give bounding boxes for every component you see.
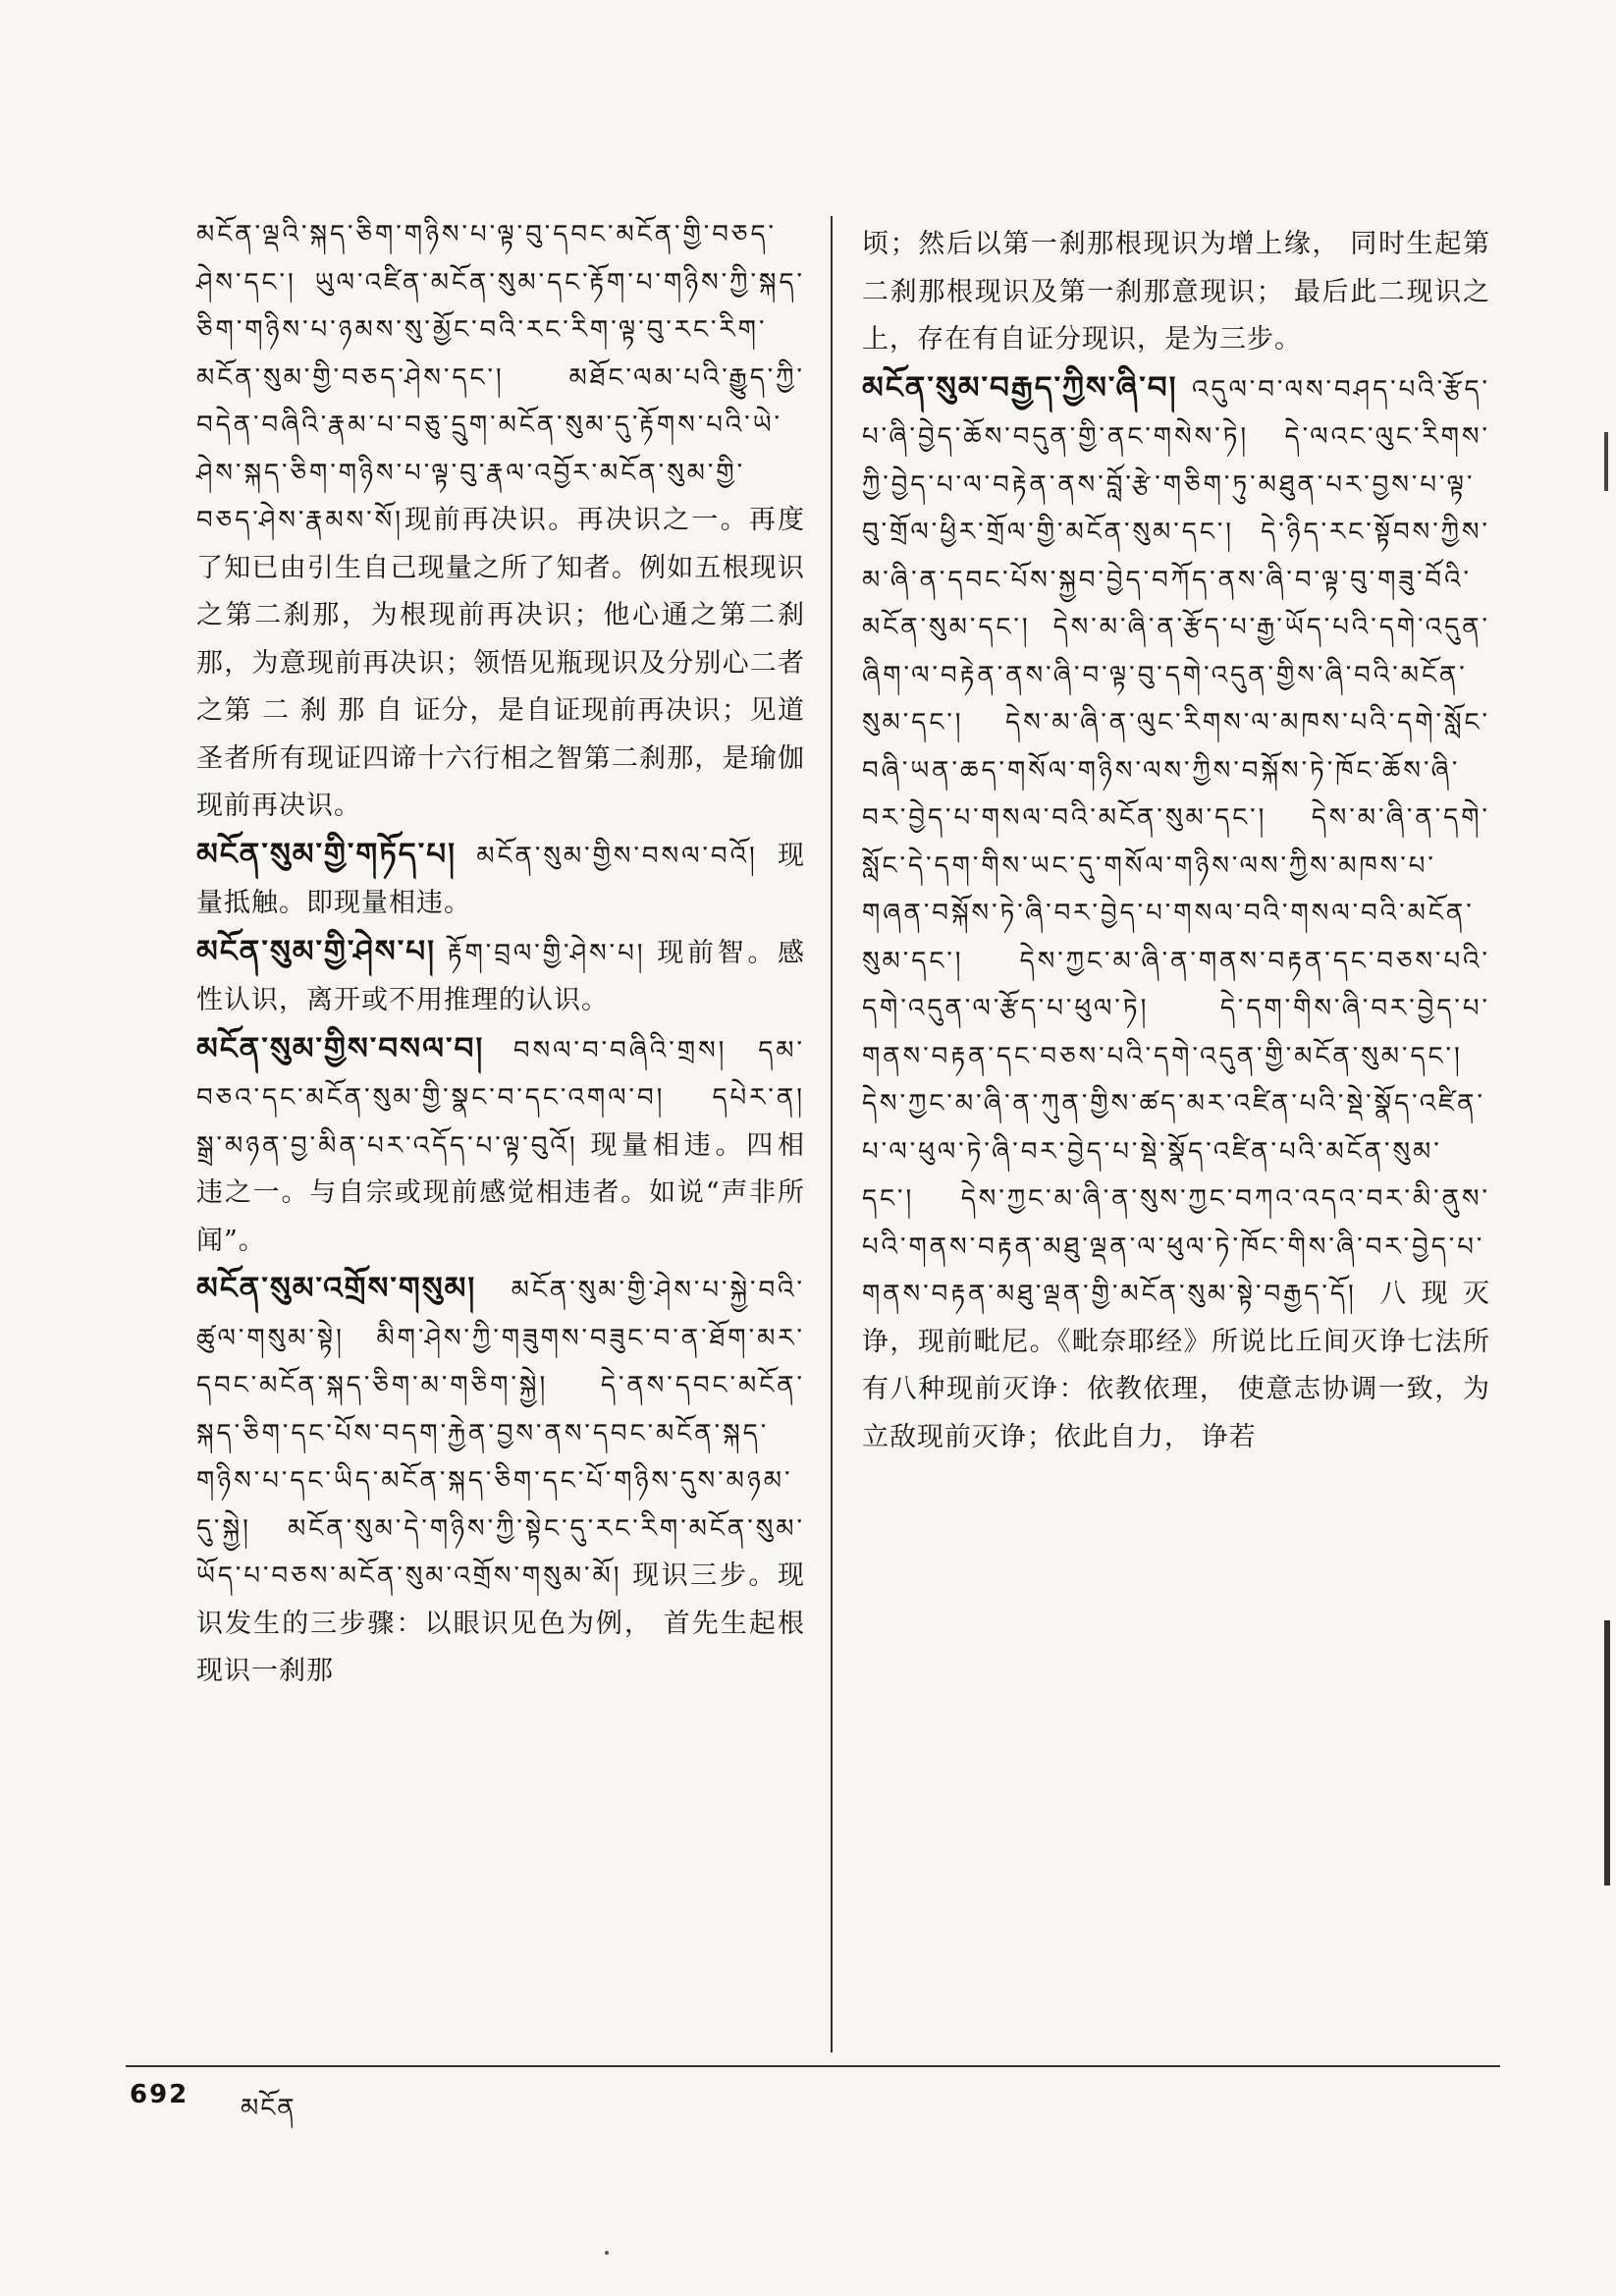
entry-headword: མངོན་སུམ་འགྲོས་གསུམ། <box>196 1271 477 1306</box>
entry-text <box>196 211 805 831</box>
chinese-definition: 现前智。感性认识，离开或不用推理的认识。 <box>196 937 805 1015</box>
tibetan-definition: མངོན་སུམ་གྱིས་བསལ་བའོ། <box>476 841 758 871</box>
scan-dot <box>605 2251 609 2255</box>
footer-rule <box>126 2065 1500 2067</box>
tibetan-definition: བསལ་བ་བཞིའི་གྲས། དམ་བཅའ་དང་མངོན་སུམ་གྱི་སྣང་བ་དང་འགལ་བ། དཔེར་ན། སྒྲ་མཉན་བྱ་མིན་པར་འདོད་པ་ལྟ་བུའོ། <box>196 1035 805 1161</box>
column-divider <box>831 216 833 2052</box>
entry-headword: མངོན་སུམ་བརྒྱད་ཀྱིས་ཞི་བ། <box>862 369 1178 406</box>
chinese-definition: 现量抵触。即现量相违。 <box>196 840 805 918</box>
tibetan-text: མངོན་ལྡའི་སྐད་ཅིག་གཉིས་པ་ལྟ་བུ་དབང་མངོན་གྱི་བཅད་ཤེས་དང་། ཡུལ་འཛིན་མངོན་སུམ་དང་རྟོག་པ་གཉིས་ཀྱི་སྐད་ཅིག་གཉིས་པ་ཉམས་སུ་མྱོང་བའི་རང་རིག་ལྟ་བུ་རང་རིག་མངོན་སུམ་གྱི་བཅད་ཤེས་དང་། མཐོང་ལམ་པའི་རྒྱུད་ཀྱི་བདེན་བཞིའི་རྣམ་པ་བཅུ་དྲུག་མངོན་སུམ་དུ་རྟོགས་པའི་ཡེ་ཤེས་སྐད་ཅིག་གཉིས་པ་ལྟ་བུ་རྣལ་འབྱོར་མངོན་སུམ་གྱི་བཅད་ཤེས་རྣམས་སོ། <box>196 220 805 535</box>
tibetan-definition: རྟོག་བྲལ་གྱི་ཤེས་པ། <box>447 938 646 968</box>
right-column <box>862 221 1490 1461</box>
left-column <box>196 211 805 1696</box>
entry-headword: མངོན་སུམ་གྱིས་བསལ་བ། <box>196 1030 485 1066</box>
tibetan-definition: མངོན་སུམ་གྱི་ཤེས་པ་སྐྱེ་བའི་ཚུལ་གསུམ་སྟེ། མིག་ཤེས་ཀྱི་གཟུགས་བཟུང་བ་ན་ཐོག་མར་དབང་མངོན་སྐད་ཅིག་མ་གཅིག་སྐྱེ། དེ་ནས་དབང་མངོན་སྐད་ཅིག་དང་པོས་བདག་རྐྱེན་བྱས་ནས་དབང་མངོན་སྐད་གཉིས་པ་དང་ཡིད་མངོན་སྐད་ཅིག་དང་པོ་གཉིས་དུས་མཉམ་དུ་སྐྱེ། མངོན་སུམ་དེ་གཉིས་ཀྱི་སྟེང་དུ་རང་རིག་མངོན་སུམ་ཡོད་པ་བཅས་མངོན་སུམ་འགྲོས་གསུམ་མོ། <box>196 1276 805 1591</box>
entry-headword: མངོན་སུམ་གྱི་ཤེས་པ། <box>196 933 436 969</box>
chinese-definition: 现量相违。四相违之一。与自宗或现前感觉相违者。如说“声非所闻”。 <box>196 1129 805 1256</box>
chinese-definition: 八现灭诤，现前毗尼。《毗奈耶经》所说比丘间灭诤七法所有八种现前灭诤：依教依理， 使意志协调一致，为立敌现前灭诤；依此自力， 诤若 <box>862 1279 1490 1452</box>
chinese-definition: 现识三步。现识发生的三步骤：以眼识见色为例， 首先生起根现识一刹那 <box>196 1560 805 1686</box>
entry-headword: མངོན་སུམ་གྱི་གཏོད་པ། <box>196 836 458 872</box>
entry-text <box>862 221 1490 364</box>
page-number: 692 <box>130 2080 189 2109</box>
scan-edge-mark <box>1604 432 1608 491</box>
dictionary-entry <box>196 928 805 1025</box>
chinese-text: 顷；然后以第一刹那根现识为增上缘， 同时生起第二刹那根现识及第一刹那意现识； 最后此二现识之上，存在有自证分现识，是为三步。 <box>862 229 1490 355</box>
dictionary-entry <box>196 1025 805 1266</box>
dictionary-entry <box>862 364 1490 1462</box>
tibetan-definition: འདུལ་བ་ལས་བཤད་པའི་རྩོད་པ་ཞི་བྱེད་ཆོས་བདུན་གྱི་ནང་གསེས་ཏེ། དེ་ལའང་ལུང་རིགས་ཀྱི་བྱེད་པ་ལ་བརྟེན་ནས་བློ་རྩེ་གཅིག་ཏུ་མཐུན་པར་བྱས་པ་ལྟ་བུ་གྲོལ་ཕྱིར་གྲོལ་གྱི་མངོན་སུམ་དང་། དེ་ཉིད་རང་སྟོབས་ཀྱིས་མ་ཞི་ན་དབང་པོས་སྐྱབ་བྱེད་བཀོད་ནས་ཞི་བ་ལྟ་བུ་གཟུ་བོའི་མངོན་སུམ་དང་། དེས་མ་ཞི་ན་རྩོད་པ་རྒྱ་ཡོད་པའི་དགེ་འདུན་ཞིག་ལ་བརྟེན་ནས་ཞི་བ་ལྟ་བུ་དགེ་འདུན་གྱིས་ཞི་བའི་མངོན་སུམ་དང་། དེས་མ་ཞི་ན་ལུང་རིགས་ལ་མཁས་པའི་དགེ་སློང་བཞི་ཡན་ཆད་གསོལ་གཉིས་ལས་ཀྱིས་བསྐོས་ཏེ་ཁོང་ཆོས་ཞི་བར་བྱེད་པ་གསལ་བའི་མངོན་སུམ་དང་། དེས་མ་ཞི་ན་དགེ་སློང་དེ་དག་གིས་ཡང་དུ་གསོལ་གཉིས་ལས་ཀྱིས་མཁས་པ་གཞན་བསྐོས་ཏེ་ཞི་བར་བྱེད་པ་གསལ་བའི་གསལ་བའི་མངོན་སུམ་དང་། དེས་ཀྱང་མ་ཞི་ན་གནས་བརྟན་དང་བཅས་པའི་དགེ་འདུན་ལ་རྩོད་པ་ཕུལ་ཏེ། དེ་དག་གིས་ཞི་བར་བྱེད་པ་གནས་བརྟན་དང་བཅས་པའི་དགེ་འདུན་གྱི་མངོན་སུམ་དང་། དེས་ཀྱང་མ་ཞི་ན་ཀུན་གྱིས་ཚད་མར་འཛིན་པའི་སྡེ་སྣོད་འཛིན་པ་ལ་ཕུལ་ཏེ་ཞི་བར་བྱེད་པ་སྡེ་སྣོད་འཛིན་པའི་མངོན་སུམ་དང་། དེས་ཀྱང་མ་ཞི་ན་སུས་ཀྱང་བཀའ་འདའ་བར་མི་ནུས་པའི་གནས་བརྟན་མཐུ་ལྡན་ལ་ཕུལ་ཏེ་ཁོང་གིས་ཞི་བར་བྱེད་པ་གནས་བརྟན་མཐུ་ལྡན་གྱི་མངོན་སུམ་སྟེ་བརྒྱད་དོ། <box>862 374 1490 1309</box>
dictionary-entry <box>196 831 805 928</box>
scan-edge-mark <box>1604 1620 1610 1886</box>
chinese-text: 现前再决识。再决识之一。再度了知已由引生自己现量之所了知者。例如五根现识之第二刹那，为根现前再决识；他心通之第二刹那，为意现前再决识；领悟见瓶现识及分别心二者之第 二 刹 那 自 证分，是自证现前再决识；见道圣者所有现证四谛十六行相之智第二刹那，是瑜伽现前再决识。 <box>196 505 805 821</box>
dictionary-entry <box>196 1265 805 1696</box>
running-head: མངོན <box>241 2094 296 2123</box>
